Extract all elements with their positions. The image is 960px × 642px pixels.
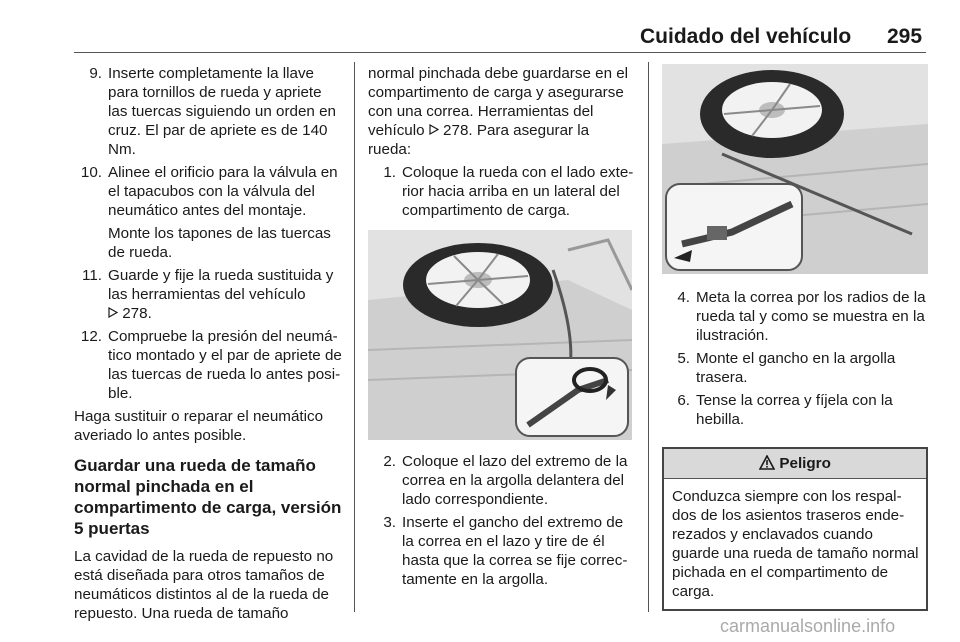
page-ref-link-2[interactable]: 278 xyxy=(429,122,469,139)
spare-wheel-illustration xyxy=(368,230,632,440)
warning-box xyxy=(662,447,928,611)
warning-header xyxy=(664,449,926,479)
triangle-ref-icon xyxy=(108,307,118,318)
warning-triangle-icon xyxy=(759,455,775,470)
step-9: 9. Inserte completamente la llave para tornillos de rueda y apriete las tuercas siguiendo un orden en cruz. El par de apriete es de 140 Nm. xyxy=(89,65,336,158)
step-1: 1. Coloque la rueda con el lado exterior hacia arriba en un lateral del compartimento de carga. xyxy=(383,164,634,219)
triangle-ref-icon xyxy=(429,124,439,135)
column-divider-2 xyxy=(648,62,649,612)
column-1 xyxy=(74,64,344,627)
watermark: carmanualsonline.info xyxy=(720,616,896,636)
warning-body: Conduzca siempre con los respaldos de los asientos traseros enderezados y enclavados cuando guarde una rueda de tamaño normal pichada en el compartimento de carga. xyxy=(672,488,919,600)
page-number: 295 xyxy=(887,25,923,48)
column-2 xyxy=(368,64,634,593)
step-3: 3. Inserte el gancho del extremo de la correa en el lazo y tire de él hasta que la correa se fije correctamente en la argolla. xyxy=(383,514,628,588)
column-divider-1 xyxy=(354,62,355,612)
step-4: 4. Meta la correa por los radios de la rueda tal y como se muestra en la ilustración. xyxy=(677,289,926,344)
warning-title: Peligro xyxy=(779,455,831,472)
body-paragraph-2: La cavidad de la rueda de repuesto no está diseñada para otros tamaños de neumáticos distintos al de la rueda de repuesto. Una rueda de tamaño xyxy=(74,548,334,622)
strap-through-wheel-drawing xyxy=(662,64,928,274)
trunk-wheel-drawing xyxy=(368,230,632,440)
step-6: 6. Tense la correa y fíjela con la hebilla. xyxy=(677,392,893,428)
step-10: 10. Alinee el orificio para la válvula en el tapacubos con la válvula del neumático antes del montaje. xyxy=(80,164,338,219)
intro-paragraph: normal pinchada debe guardarse en el compartimento de carga y asegurarse con una correa. Herramientas del vehículo 278. Para asegurar la rueda: xyxy=(368,65,629,158)
page-ref-link[interactable]: 278. xyxy=(108,305,152,322)
step-2: 2. Coloque el lazo del extremo de la correa en la argolla delantera del lado correspondiente. xyxy=(383,453,628,508)
section-heading: Guardar una rueda de tamaño normal pinchada en el compartimento de carga, versión 5 puertas xyxy=(74,456,342,538)
body-paragraph: Haga sustituir o reparar el neumático averiado lo antes posible. xyxy=(74,408,324,444)
step-5: 5. Monte el gancho en la argolla trasera. xyxy=(677,350,896,386)
column-3 xyxy=(662,64,928,611)
header-divider xyxy=(74,52,926,53)
step-12: 12. Compruebe la presión del neumático montado y el par de apriete de las tuercas de rueda lo antes posible. xyxy=(80,328,342,402)
step-11: 11. Guarde y fije la rueda sustituida y las herramientas del vehículo 278. xyxy=(82,267,334,322)
step-10-note: Monte los tapones de las tuercas de rueda. xyxy=(108,225,331,261)
page-header-title: Cuidado del vehículo xyxy=(640,25,852,48)
strap-illustration xyxy=(662,64,928,274)
